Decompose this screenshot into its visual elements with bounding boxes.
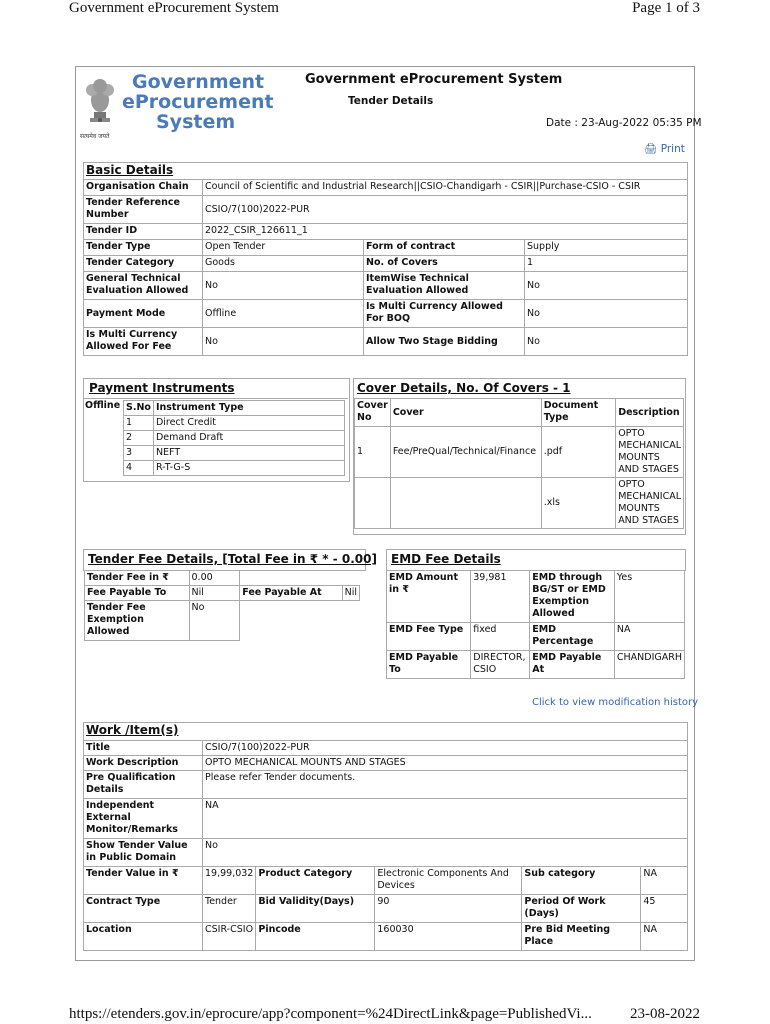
cover-details-table: [354, 398, 684, 529]
org-chain-label: Organisation Chain: [84, 180, 203, 196]
instrument-type: Demand Draft: [153, 431, 344, 446]
iem-label: Independent External Monitor/Remarks: [84, 799, 203, 839]
product-category-value: Electronic Components And Devices: [375, 867, 522, 895]
instrument-type: R-T-G-S: [153, 461, 344, 476]
fee-payable-at-value: Nil: [342, 586, 359, 601]
logo-text-line3: System: [156, 111, 236, 133]
emd-bg-value: Yes: [614, 571, 684, 623]
pincode-label: Pincode: [256, 923, 375, 951]
contract-type-label: Contract Type: [84, 895, 203, 923]
show-tender-value-label: Show Tender Value in Public Domain: [84, 839, 203, 867]
tender-type-label: Tender Type: [84, 240, 203, 256]
iwte-value: No: [525, 272, 688, 300]
work-items-heading: Work /Item(s): [86, 723, 179, 737]
tender-value-label: Tender Value in ₹: [84, 867, 203, 895]
footer-date: 23-08-2022: [630, 1006, 700, 1022]
tender-category-label: Tender Category: [84, 256, 203, 272]
emd-amount-value: 39,981: [471, 571, 530, 623]
no-of-covers-label: No. of Covers: [364, 256, 525, 272]
form-of-contract-value: Supply: [525, 240, 688, 256]
multi-currency-boq-value: No: [525, 300, 688, 328]
national-emblem-icon: [80, 72, 120, 132]
no-of-covers-value: 1: [525, 256, 688, 272]
col-cover-header: Cover: [390, 399, 541, 427]
tender-value-value: 19,99,032: [203, 867, 256, 895]
emd-payable-to-value: DIRECTOR, CSIO: [471, 651, 530, 679]
site-logo[interactable]: [76, 70, 276, 140]
pre-qualification-value: Please refer Tender documents.: [203, 771, 688, 799]
table-row: [355, 478, 684, 529]
print-label: Print: [660, 143, 685, 155]
table-row: [124, 461, 345, 476]
printer-icon: 🖨: [644, 143, 658, 155]
col-sno-header: S.No: [124, 401, 154, 416]
fee-payable-to-value: Nil: [189, 586, 240, 601]
table-row: [355, 427, 684, 478]
sub-category-label: Sub category: [522, 867, 641, 895]
cover-name: [390, 478, 541, 529]
basic-details-table: [83, 162, 688, 356]
tender-fee-heading: Tender Fee Details, [Total Fee in ₹ * - 0.00]: [88, 552, 377, 566]
page-title: Government eProcurement System: [305, 72, 563, 87]
multi-currency-fee-label: Is Multi Currency Allowed For Fee: [84, 328, 203, 356]
instrument-sno: 3: [124, 446, 154, 461]
cover-description: OPTO MECHANICAL MOUNTS AND STAGES: [616, 427, 684, 478]
work-title-value: CSIO/7(100)2022-PUR: [203, 741, 688, 756]
multi-currency-boq-label: Is Multi Currency Allowed For BOQ: [364, 300, 525, 328]
col-instrument-header: Instrument Type: [153, 401, 344, 416]
two-stage-bidding-label: Allow Two Stage Bidding: [364, 328, 525, 356]
gte-label: General Technical Evaluation Allowed: [84, 272, 203, 300]
print-button[interactable]: [644, 142, 685, 155]
sub-category-value: NA: [641, 867, 688, 895]
table-row: [124, 431, 345, 446]
tender-id-label: Tender ID: [84, 224, 203, 240]
table-row: [124, 446, 345, 461]
period-of-work-label: Period Of Work (Days): [522, 895, 641, 923]
page-header-title: Government eProcurement System: [69, 0, 279, 16]
emd-fee-type-label: EMD Fee Type: [387, 623, 471, 651]
emd-percentage-label: EMD Percentage: [530, 623, 615, 651]
instrument-type: NEFT: [153, 446, 344, 461]
pre-bid-meeting-value: NA: [641, 923, 688, 951]
tender-ref-label: Tender Reference Number: [84, 196, 203, 224]
period-of-work-value: 45: [641, 895, 688, 923]
cover-description: OPTO MECHANICAL MOUNTS AND STAGES: [616, 478, 684, 529]
gte-value: No: [203, 272, 364, 300]
work-description-label: Work Description: [84, 756, 203, 771]
contract-type-value: Tender: [203, 895, 256, 923]
iwte-label: ItemWise Technical Evaluation Allowed: [364, 272, 525, 300]
work-description-value: OPTO MECHANICAL MOUNTS AND STAGES: [203, 756, 688, 771]
logo-text-line2: eProcurement: [122, 91, 274, 113]
col-cover-no-header: Cover No: [355, 399, 391, 427]
tender-fee-label: Tender Fee in ₹: [85, 571, 190, 586]
modification-history-link[interactable]: Click to view modification history: [532, 697, 699, 708]
emd-amount-label: EMD Amount in ₹: [387, 571, 471, 623]
tender-fee-table: [84, 570, 360, 641]
emd-payable-to-label: EMD Payable To: [387, 651, 471, 679]
fee-exemption-label: Tender Fee Exemption Allowed: [85, 601, 190, 641]
emd-fee-type-value: fixed: [471, 623, 530, 651]
emd-percentage-value: NA: [614, 623, 684, 651]
emd-fee-table: [386, 570, 685, 679]
cover-no: 1: [355, 427, 391, 478]
iem-value: NA: [203, 799, 688, 839]
cover-details-heading: Cover Details, No. Of Covers - 1: [357, 381, 571, 395]
work-title-label: Title: [84, 741, 203, 756]
payment-instruments-heading: Payment Instruments: [89, 381, 235, 395]
tender-ref-value: CSIO/7(100)2022-PUR: [203, 196, 688, 224]
cover-name: Fee/PreQual/Technical/Finance: [390, 427, 541, 478]
cover-doctype: .pdf: [541, 427, 615, 478]
multi-currency-fee-value: No: [203, 328, 364, 356]
logo-text-line1: Government: [132, 71, 265, 93]
form-of-contract-label: Form of contract: [364, 240, 525, 256]
report-date: Date : 23-Aug-2022 05:35 PM: [546, 117, 702, 129]
emd-bg-label: EMD through BG/ST or EMD Exemption Allowed: [530, 571, 615, 623]
instrument-sno: 1: [124, 416, 154, 431]
pre-qualification-label: Pre Qualification Details: [84, 771, 203, 799]
org-chain-value: Council of Scientific and Industrial Research||CSIO-Chandigarh - CSIR||Purchase-CSIO - CSIR: [203, 180, 688, 196]
emd-payable-at-label: EMD Payable At: [530, 651, 615, 679]
location-label: Location: [84, 923, 203, 951]
payment-mode-value: Offline: [203, 300, 364, 328]
payment-instruments-table: [123, 400, 345, 476]
payment-mode-offline: Offline: [85, 400, 121, 411]
bid-validity-value: 90: [375, 895, 522, 923]
product-category-label: Product Category: [256, 867, 375, 895]
table-row: [124, 416, 345, 431]
bid-validity-label: Bid Validity(Days): [256, 895, 375, 923]
show-tender-value-value: No: [203, 839, 688, 867]
cover-no: [355, 478, 391, 529]
footer-url: https://etenders.gov.in/eprocure/app?component=%24DirectLink&page=PublishedVi...: [69, 1006, 592, 1022]
col-doctype-header: Document Type: [541, 399, 615, 427]
tender-id-value: 2022_CSIR_126611_1: [203, 224, 688, 240]
two-stage-bidding-value: No: [525, 328, 688, 356]
emblem-caption: सत्यमेव जयते: [80, 133, 110, 140]
pincode-value: 160030: [375, 923, 522, 951]
basic-details-heading: Basic Details: [86, 163, 174, 177]
fee-payable-at-label: Fee Payable At: [240, 586, 342, 601]
tender-type-value: Open Tender: [203, 240, 364, 256]
page-subtitle: Tender Details: [348, 95, 434, 107]
tender-category-value: Goods: [203, 256, 364, 272]
payment-mode-label: Payment Mode: [84, 300, 203, 328]
location-value: CSIR-CSIO: [203, 923, 256, 951]
cover-doctype: .xls: [541, 478, 615, 529]
tender-fee-value: 0.00: [189, 571, 240, 586]
instrument-sno: 2: [124, 431, 154, 446]
emd-payable-at-value: CHANDIGARH: [614, 651, 684, 679]
instrument-type: Direct Credit: [153, 416, 344, 431]
col-description-header: Description: [616, 399, 684, 427]
fee-exemption-value: No: [189, 601, 240, 641]
fee-payable-to-label: Fee Payable To: [85, 586, 190, 601]
work-items-table: [83, 722, 688, 951]
pre-bid-meeting-label: Pre Bid Meeting Place: [522, 923, 641, 951]
page-number: Page 1 of 3: [632, 0, 700, 16]
instrument-sno: 4: [124, 461, 154, 476]
emd-fee-heading: EMD Fee Details: [391, 552, 501, 566]
